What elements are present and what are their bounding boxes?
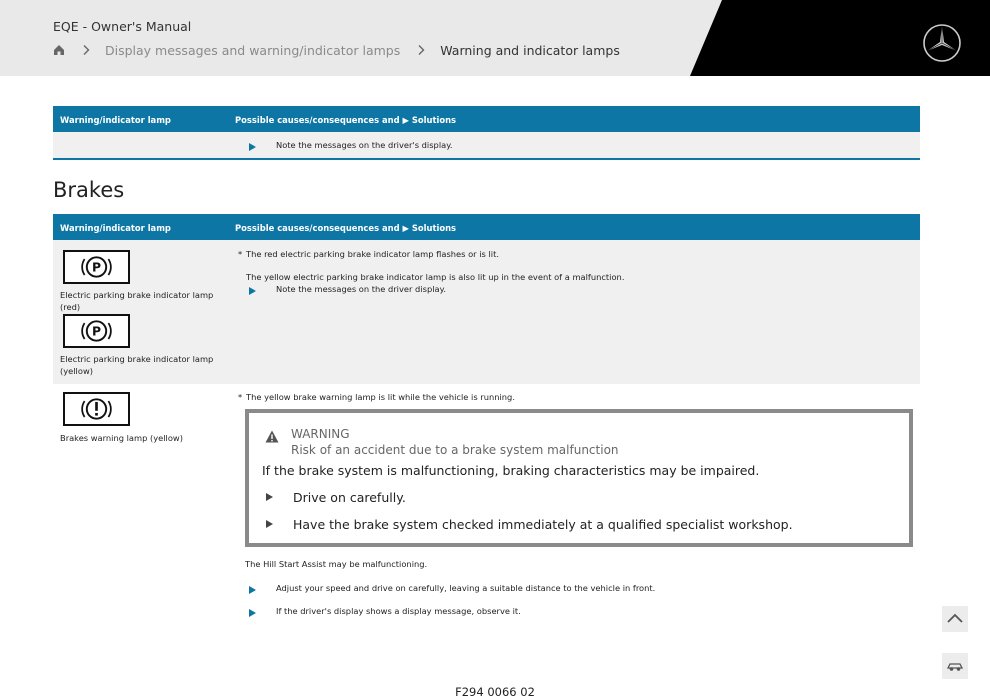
column-header-causes: Possible causes/consequences and ▶ Solutions (235, 223, 457, 233)
column-header-causes: Possible causes/consequences and ▶ Solutions (235, 115, 457, 125)
lamp-label-red-text: Electric parking brake indicator lamp (red) (60, 290, 214, 312)
warning-triangle-icon (265, 430, 279, 443)
lamp-label-yellow-text: Electric parking brake indicator lamp (yellow) (60, 354, 214, 376)
svg-text:P: P (91, 324, 102, 339)
scroll-to-top-button[interactable] (942, 606, 968, 632)
hill-start-note: The Hill Start Assist may be malfunctioning. (245, 559, 428, 569)
cause-text: The red electric parking brake indicator lamp flashes or is lit. (246, 249, 499, 259)
table-divider (53, 158, 920, 160)
solution-text: Note the messages on the driver display. (276, 284, 446, 294)
warning-step-1: Drive on carefully. (293, 490, 406, 505)
solution-arrow-icon (249, 143, 256, 151)
solution-text-2: If the driver's display shows a display message, observe it. (276, 606, 521, 616)
top-table-solution: Note the messages on the driver's display. (276, 140, 453, 150)
mercedes-star-logo (922, 23, 962, 63)
app-title: EQE - Owner's Manual (53, 19, 192, 34)
breadcrumb-link-display-messages[interactable]: Display messages and warning/indicator lamps (105, 42, 401, 58)
warning-text: If the brake system is malfunctioning, braking characteristics may be impaired. (262, 463, 760, 478)
breadcrumb (53, 42, 620, 58)
parking-brake-yellow-icon (63, 314, 130, 348)
step-arrow-icon (266, 520, 273, 528)
warning-step-2: Have the brake system checked immediately at a qualified specialist workshop. (293, 517, 793, 532)
solution-arrow-icon (249, 287, 256, 295)
section-title: Brakes (53, 178, 125, 202)
step-arrow-icon (266, 493, 273, 501)
top-table-header (53, 106, 920, 132)
breadcrumb-current: Warning and indicator lamps (440, 42, 620, 58)
vehicle-view-button[interactable] (942, 653, 968, 679)
cause-bullet: * (238, 249, 243, 259)
page-header (0, 0, 990, 76)
warning-subtitle: Risk of an accident due to a brake system malfunction (291, 443, 619, 457)
solution-arrow-icon (249, 609, 256, 617)
lamp-label-brake: Brakes warning lamp (yellow) (60, 433, 183, 443)
column-header-lamp: Warning/indicator lamp (60, 223, 171, 233)
solution-arrow-icon (249, 586, 256, 594)
brakes-table-header (53, 214, 920, 240)
top-table-row (53, 132, 920, 158)
chevron-right-icon (416, 44, 426, 56)
warning-title: WARNING (291, 427, 350, 441)
lamp-label-yellow (60, 354, 220, 377)
cause-text: The yellow brake warning lamp is lit while the vehicle is running. (246, 392, 515, 402)
solution-text-1: Adjust your speed and drive on carefully, leaving a suitable distance to the vehicle in front. (276, 583, 656, 593)
chevron-right-icon (81, 44, 91, 56)
image-code: F294 0066 02 (455, 685, 535, 699)
column-header-lamp: Warning/indicator lamp (60, 115, 171, 125)
cause-text-2: The yellow electric parking brake indicator lamp is also lit up in the event of a malfunction. (246, 272, 625, 282)
parking-brake-red-icon (63, 250, 130, 284)
home-icon[interactable] (53, 44, 65, 56)
lamp-label-red (60, 290, 220, 313)
brake-warning-yellow-icon (63, 392, 130, 426)
warning-box (245, 409, 913, 547)
car-icon (942, 653, 968, 679)
svg-text:P: P (91, 260, 102, 275)
cause-bullet: * (238, 392, 243, 402)
